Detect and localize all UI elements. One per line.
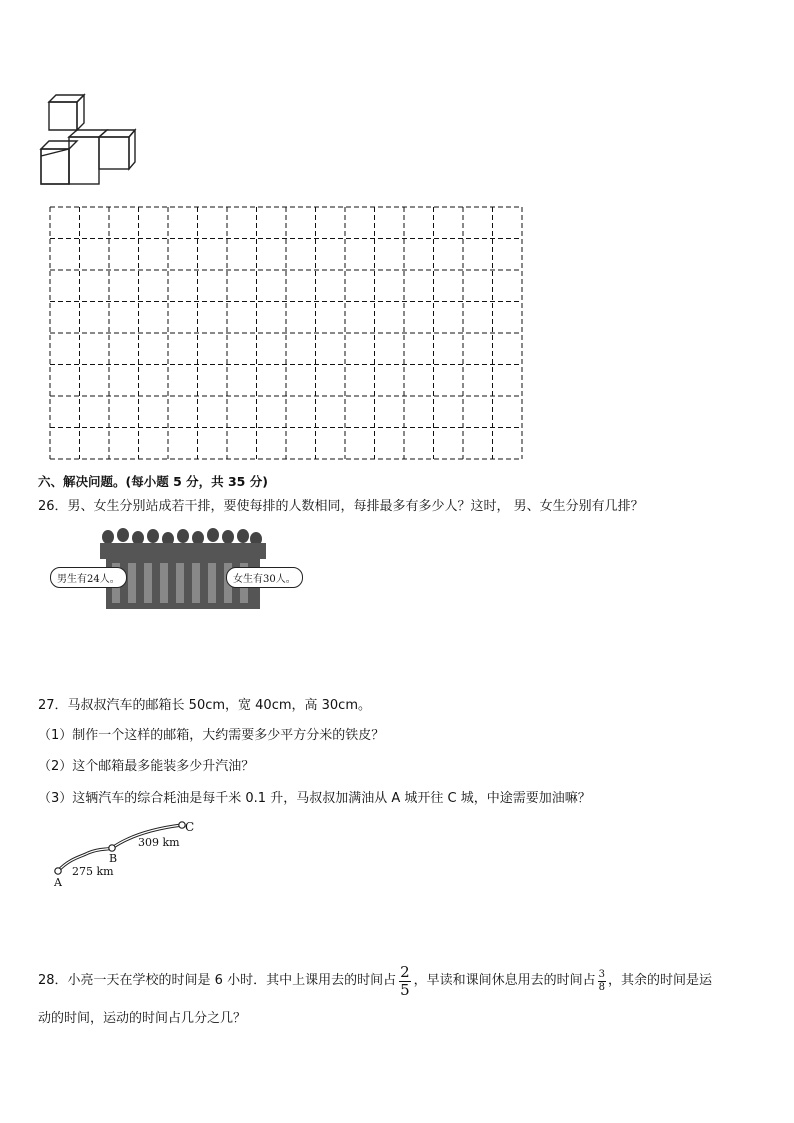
dashed-grid [48,205,524,460]
point-c-label: C [185,820,195,834]
fraction-two-fifths: $\frac{2}{5}$ [400,962,410,999]
question-27-text: 27．马叔叔汽车的邮箱长 50cm，宽 40cm，高 30cm。 [38,698,371,713]
cube-figure [38,92,138,188]
question-28-text-c: ，其余的时间是运 [608,973,713,988]
point-a-label: A [54,876,62,889]
question-27-part3: （3）这辆汽车的综合耗油是每千米 0.1 升，马叔叔加满油从 A 城开往 C 城，中途需要加油嘛？ [38,791,591,806]
students-picture [48,527,310,615]
girls-count-bubble: 女生有30人。 [226,567,303,588]
route-line [48,818,208,892]
section-title: 六、解决问题。(每小题 5 分，共 35 分) [38,474,268,489]
distance-bc-label: 309 km [138,836,180,849]
boys-count-bubble: 男生有24人。 [50,567,127,588]
question-27-part1: （1）制作一个这样的邮箱，大约需要多少平方分米的铁皮？ [38,728,385,743]
question-28-text-b: ，早读和课间休息用去的时间占 [413,973,596,988]
question-28-line2: 动的时间，运动的时间占几分之几？ [38,1011,247,1026]
question-27-part2: （2）这个邮箱最多能装多少升汽油？ [38,759,255,774]
fraction-three-eighths: $\frac{3}{8}$ [598,968,606,993]
point-b-label: B [109,852,118,865]
question-28-text-a: 28．小亮一天在学校的时间是 6 小时．其中上课用去的时间占 [38,973,397,988]
route-map [48,818,208,892]
distance-ab-label: 275 km [72,865,114,878]
question-28-line1 [38,961,712,1001]
question-26-text: 26．男、女生分别站成若干排，要使每排的人数相同，每排最多有多少人？这时， 男、女生分别有几排？ [38,499,644,514]
